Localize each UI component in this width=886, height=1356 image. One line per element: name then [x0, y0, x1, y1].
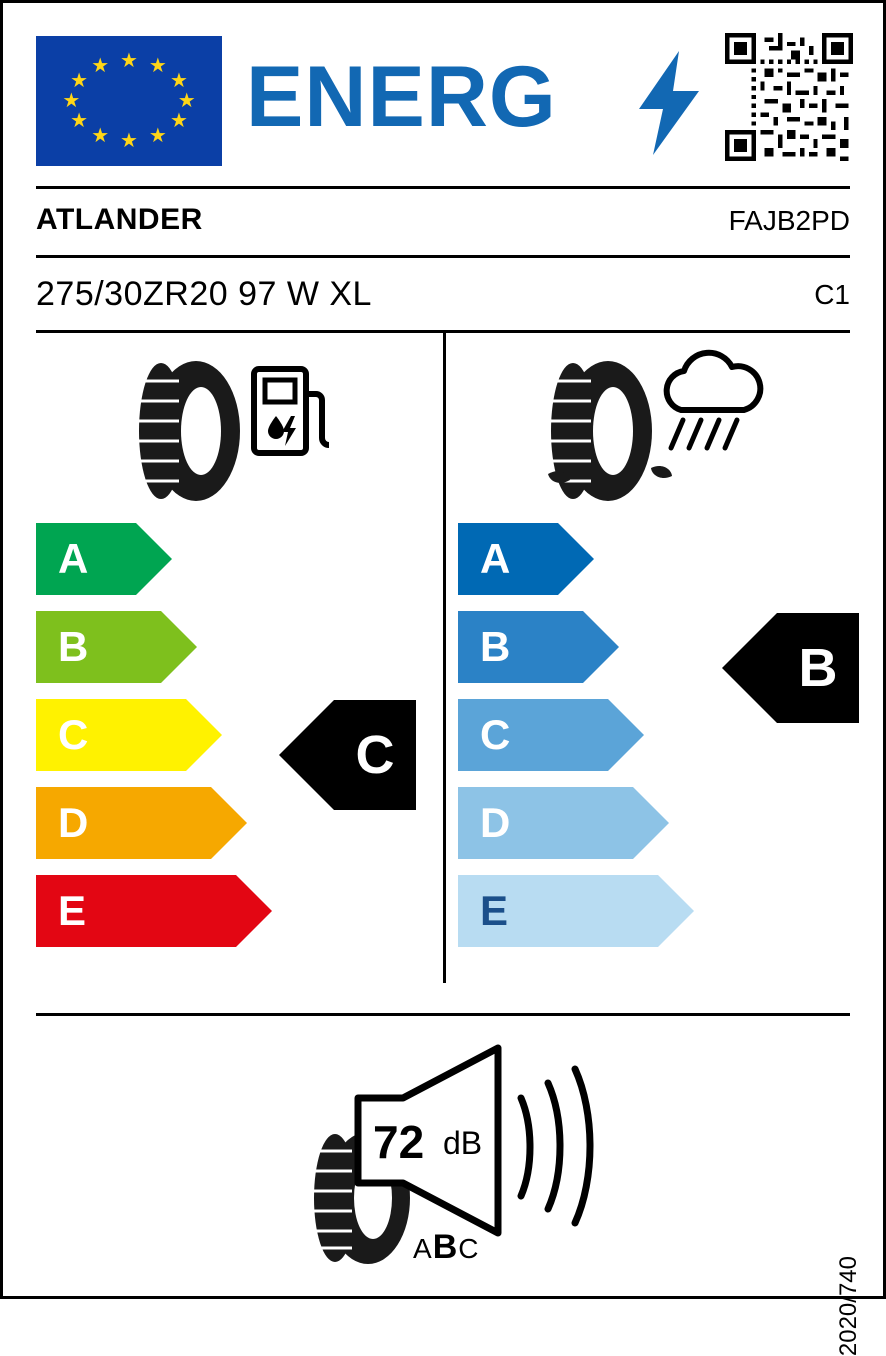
eu-flag-icon [36, 36, 222, 166]
eu-star-icon: ★ [91, 124, 110, 147]
lightning-bolt-icon [639, 51, 699, 155]
fuel-pictogram-row [36, 348, 436, 523]
eu-star-icon: ★ [70, 69, 89, 92]
grade-row [36, 875, 436, 947]
noise-class-a: A [413, 1233, 433, 1264]
eu-star-icon: ★ [148, 55, 167, 78]
header-divider [36, 186, 850, 189]
fuel-result-letter: C [355, 725, 395, 785]
noise-class-scale [413, 1228, 479, 1267]
noise-unit: dB [443, 1125, 483, 1161]
eu-star-icon: ★ [169, 69, 188, 92]
regulation-reference: 2020/740 [835, 1256, 862, 1356]
eu-star-icon: ★ [62, 90, 81, 112]
grade-letter: D [58, 799, 89, 846]
grade-letter: C [480, 711, 511, 758]
grade-letter: E [58, 887, 87, 934]
grade-row [36, 523, 436, 595]
eu-star-icon: ★ [177, 90, 196, 112]
grade-letter: A [58, 535, 89, 582]
eu-star-icon: ★ [120, 49, 138, 72]
eu-star-icon: ★ [169, 110, 188, 133]
fuel-efficiency-result [298, 700, 416, 810]
grade-row [36, 611, 436, 683]
wet-grip-result-letter: B [798, 638, 838, 698]
grade-row [458, 523, 858, 595]
grade-letter: A [480, 535, 511, 582]
qr-code-icon [725, 33, 853, 161]
noise-class-c: C [458, 1233, 480, 1264]
eu-star-icon: ★ [91, 55, 110, 78]
rain-cloud-icon [653, 358, 773, 468]
tyre-icon [131, 356, 261, 506]
noise-value: 72 [373, 1116, 425, 1168]
panel-divider [443, 333, 446, 983]
wet-grip-grade-scale [458, 523, 858, 947]
energy-wordmark: ENERG [246, 49, 557, 145]
grade-row [458, 787, 858, 859]
tyre-size: 275/30ZR20 97 W XL [36, 275, 372, 313]
grade-letter: D [480, 799, 511, 846]
noise-divider [36, 1013, 850, 1016]
noise-class-b: B [432, 1228, 459, 1266]
brand-divider [36, 255, 850, 258]
grade-letter: B [58, 623, 89, 670]
wet-grip-result [741, 613, 859, 723]
fuel-pump-icon [251, 366, 331, 466]
eu-star-icon: ★ [70, 110, 89, 133]
sku-code: FAJB2PD [728, 205, 850, 236]
wet-grip-pictogram-row [458, 348, 858, 523]
eu-star-icon: ★ [148, 124, 167, 147]
tyre-class: C1 [814, 279, 850, 310]
eu-star-icon: ★ [120, 130, 138, 153]
grade-letter: B [480, 623, 511, 670]
brand-name: ATLANDER [36, 203, 203, 236]
grade-row [458, 875, 858, 947]
fuel-efficiency-panel [36, 348, 436, 963]
grade-letter: E [480, 887, 509, 934]
grade-letter: C [58, 711, 89, 758]
label-header [3, 3, 883, 183]
